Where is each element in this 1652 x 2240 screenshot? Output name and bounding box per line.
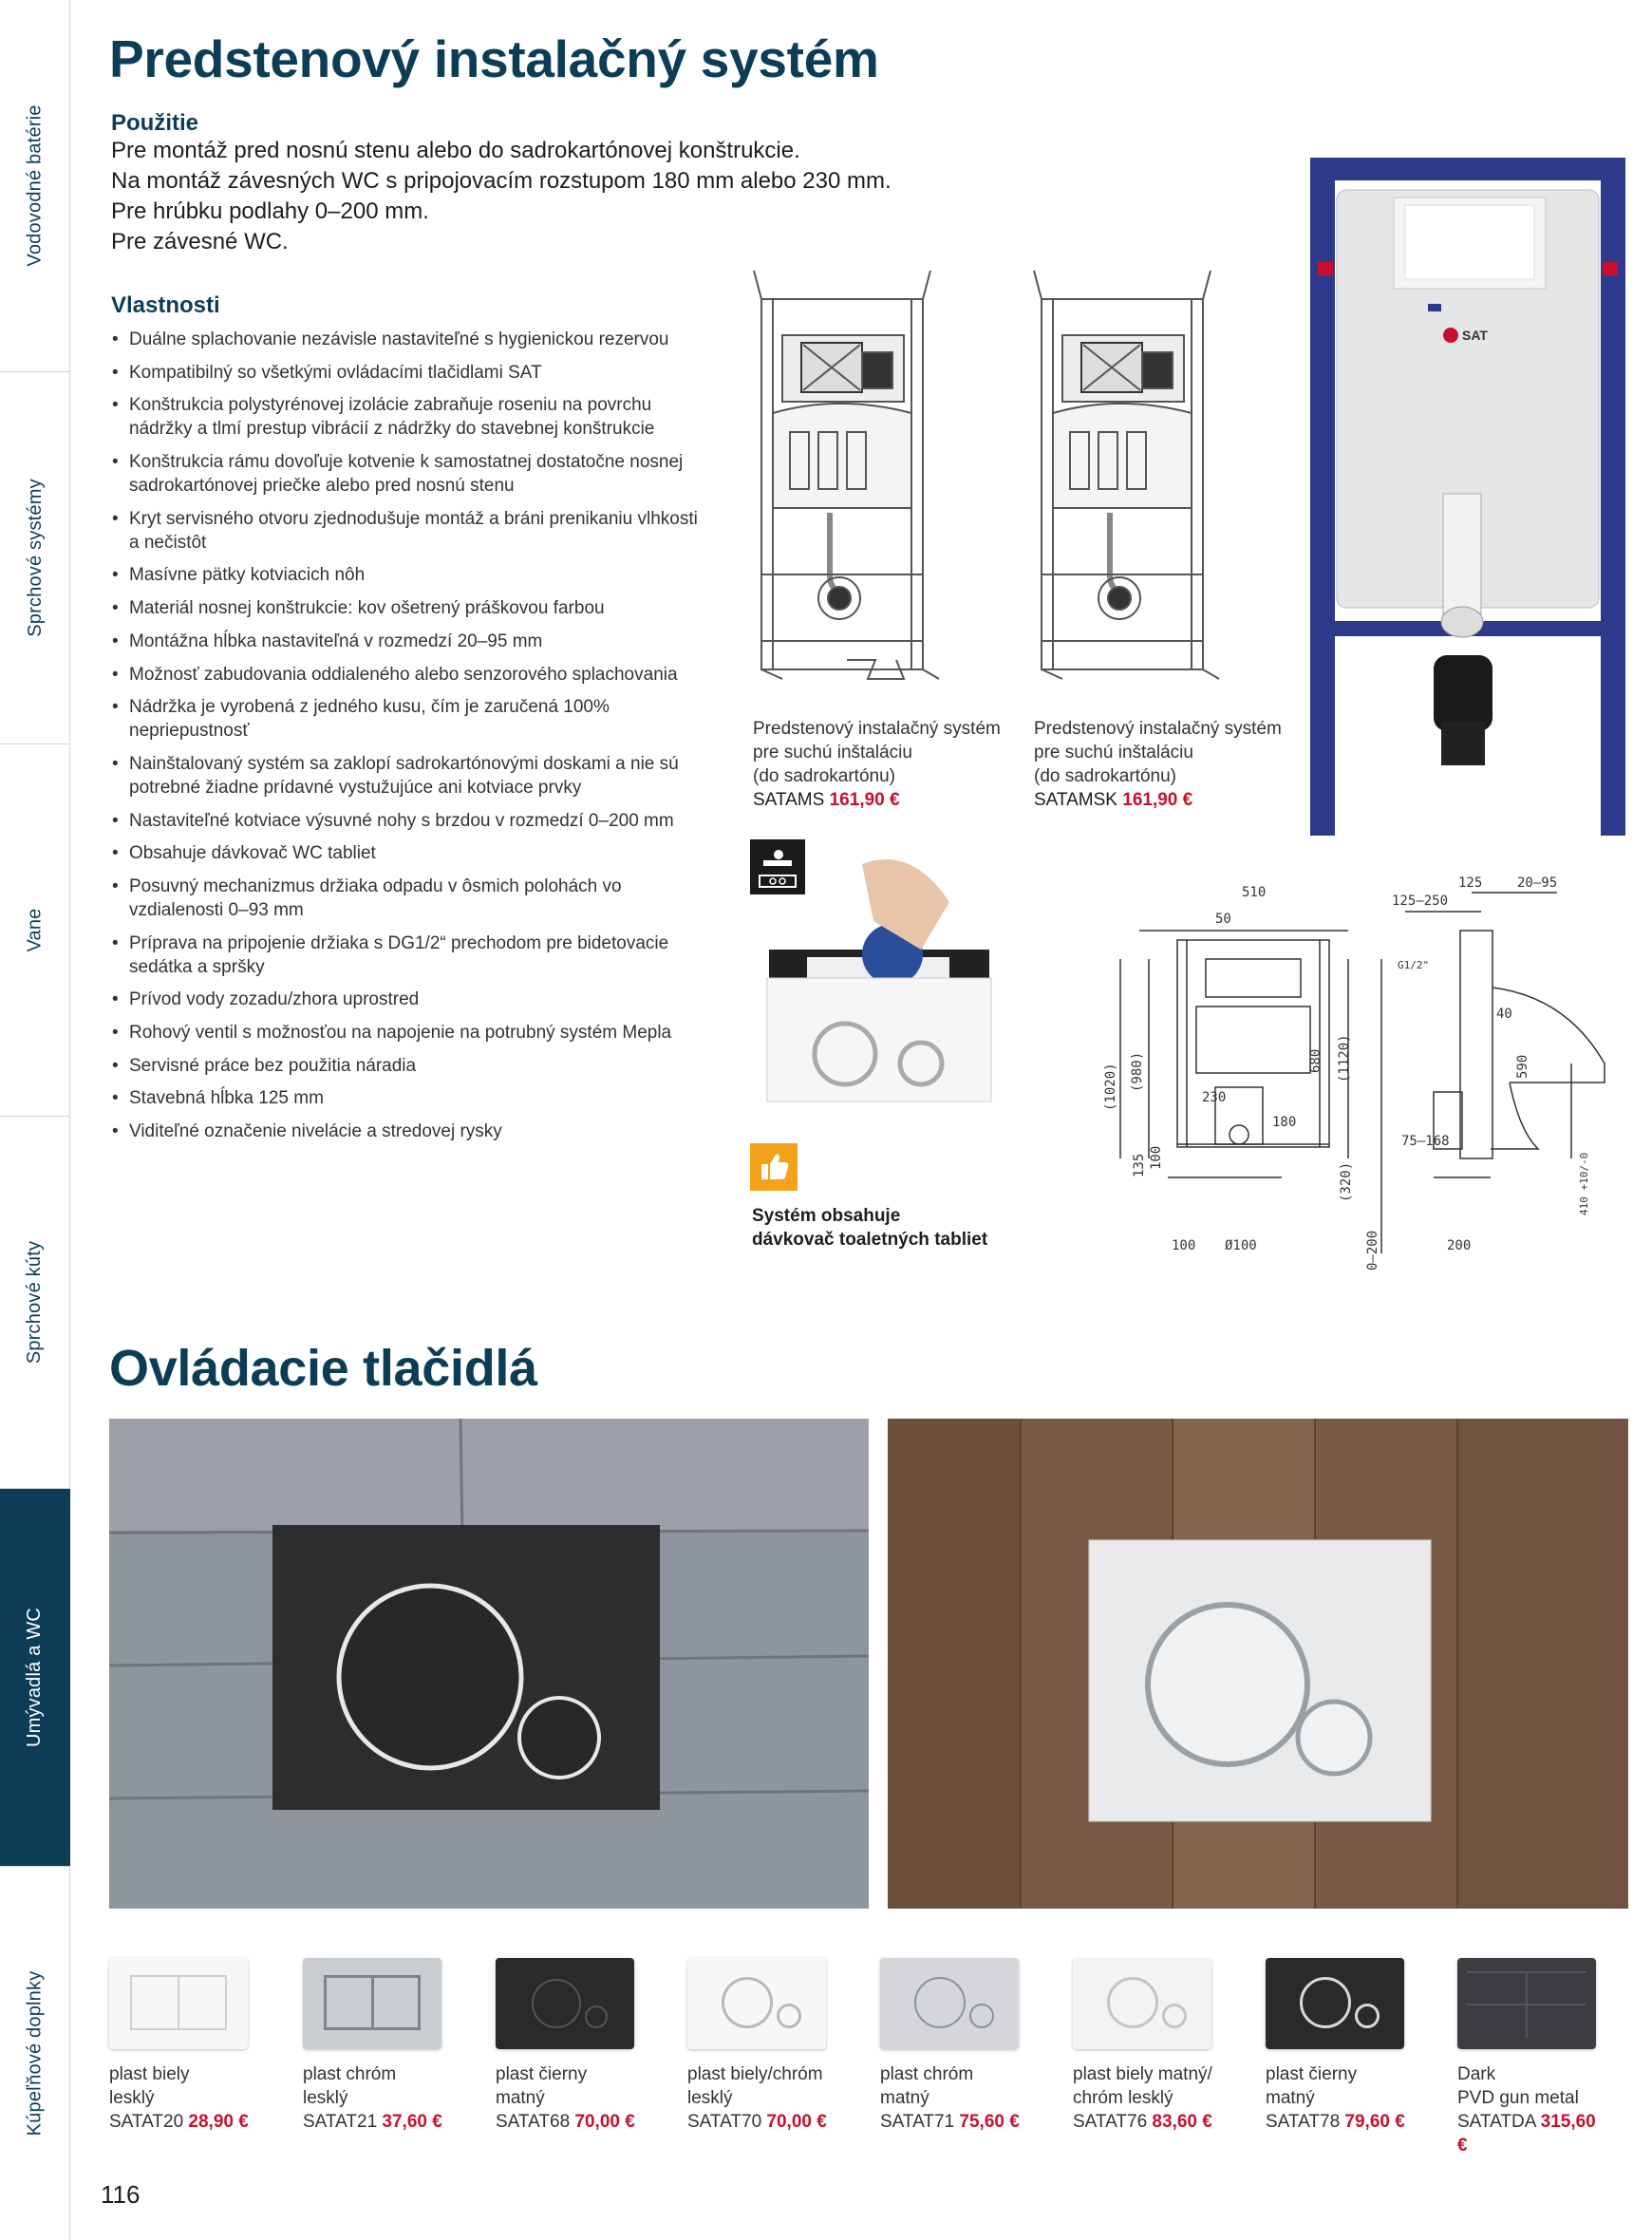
product-label: plast chróm lesklý SATAT21 37,60 €: [303, 2064, 442, 2132]
feature-item: • Možnosť zabudovania oddialeného alebo senzorového splachovania: [111, 663, 700, 687]
dim-410: 410 +10/-0: [1578, 1152, 1590, 1215]
feature-item: • Rohový ventil s možnosťou na napojenie na potrubný systém Mepla: [111, 1021, 700, 1045]
flush-plate-thumbnail: [1457, 1958, 1596, 2049]
product-code: SATAT21: [303, 2112, 378, 2132]
usage-line: Pre montáž pred nosnú stenu alebo do sadrokartónovej konštrukcie.: [111, 138, 800, 163]
product-code: SATAT78: [1266, 2112, 1341, 2132]
dim-680: 680: [1308, 1048, 1323, 1073]
sidebar-item-umyvadla-a-wc[interactable]: [0, 1489, 70, 1867]
product-price: 70,00 €: [766, 2112, 827, 2132]
photo-chrome-flush-plate: [888, 1419, 1628, 1909]
technical-drawing: [1092, 874, 1624, 1272]
sidebar-item-kupelnove-doplnky[interactable]: [0, 1867, 70, 2240]
product-code: SATAT70: [687, 2112, 762, 2132]
dim-0-200: 0–200: [1365, 1230, 1380, 1271]
product-card[interactable]: [109, 1958, 252, 2134]
dim-200: 200: [1447, 1238, 1472, 1253]
sidebar-item-vane[interactable]: [0, 744, 70, 1117]
product-code: SATAMSK: [1034, 790, 1117, 810]
product-price: 315,60 €: [1457, 2112, 1596, 2155]
flush-plate-thumbnail: [109, 1958, 248, 2049]
product-label: plast biely matný/ chróm lesklý SATAT76 83,60 €: [1073, 2064, 1212, 2132]
flush-plate-thumbnail: [880, 1958, 1019, 2049]
flush-plate-thumbnail: [496, 1958, 634, 2049]
photo-black-flush-plate: [109, 1419, 869, 1909]
dim-o100: Ø100: [1225, 1238, 1257, 1253]
frame-photo-blue: [1310, 152, 1625, 840]
dim-100b: 100: [1172, 1238, 1196, 1253]
product-code: SATAMS: [753, 790, 825, 810]
feature-item: • Prívod vody zozadu/zhora uprostred: [111, 988, 700, 1011]
sidebar-item-sprchove-kuty[interactable]: [0, 1117, 70, 1489]
product-card[interactable]: [303, 1958, 445, 2134]
sidebar-item-label: Vane: [24, 908, 46, 952]
product-code: SATAT20: [109, 2112, 184, 2132]
feature-item: • Nainštalovaný systém sa zaklopí sadrokartónovými doskami a nie sú potrebné žiadne prídavné vystužujúce ani kotviace prvky: [111, 752, 700, 800]
frame-caption-satams: Predstenový instalačný systém pre suchú inštaláciu (do sadrokartónu) SATAMS 161,90 €: [753, 719, 1001, 810]
feature-item: • Masívne pätky kotviacich nôh: [111, 563, 700, 587]
features-heading: Vlastnosti: [111, 292, 220, 318]
section-title-buttons: Ovládacie tlačidlá: [109, 1340, 537, 1397]
flush-plate-thumbnail: [303, 1958, 441, 2049]
tablet-dispenser-photo: [760, 836, 997, 1111]
dim-125: 125: [1458, 875, 1483, 891]
tablet-note: Systém obsahuje dávkovač toaletných tabliet: [752, 1206, 988, 1250]
product-card[interactable]: [1457, 1958, 1600, 2157]
thumbs-up-icon: [750, 1143, 798, 1191]
feature-item: • Nádržka je vyrobená z jedného kusu, čím je zaručená 100% nepriepustnosť: [111, 695, 700, 743]
dim-1020: (1020): [1103, 1063, 1118, 1111]
frame-drawing-satamsk: [1024, 261, 1233, 687]
dim-590: 590: [1515, 1054, 1530, 1079]
feature-item: • Stavebná hĺbka 125 mm: [111, 1086, 700, 1110]
feature-item: • Viditeľné označenie nivelácie a stredovej rysky: [111, 1120, 700, 1143]
product-price: 37,60 €: [382, 2112, 442, 2132]
product-price: 28,90 €: [188, 2112, 249, 2132]
dim-40: 40: [1496, 1007, 1512, 1022]
frame-drawing-satams: [744, 261, 953, 687]
product-price: 83,60 €: [1152, 2112, 1212, 2132]
features-list: [111, 328, 700, 1153]
product-price: 75,60 €: [959, 2112, 1020, 2132]
product-label: plast čierny matný SATAT78 79,60 €: [1266, 2064, 1405, 2132]
dim-g12: G1/2": [1398, 959, 1430, 971]
sidebar-item-sprchove-systemy[interactable]: [0, 372, 70, 744]
product-card[interactable]: [1266, 1958, 1408, 2134]
feature-item: • Servisné práce bez použitia náradia: [111, 1054, 700, 1078]
product-label: plast biely lesklý SATAT20 28,90 €: [109, 2064, 249, 2132]
dim-980: (980): [1130, 1051, 1145, 1092]
product-label: plast chróm matný SATAT71 75,60 €: [880, 2064, 1020, 2132]
product-price: 161,90 €: [829, 790, 900, 810]
feature-item: • Duálne splachovanie nezávisle nastaviteľné s hygienickou rezervou: [111, 328, 700, 351]
dim-20-95: 20–95: [1517, 875, 1558, 891]
dim-100: 100: [1149, 1145, 1164, 1170]
feature-item: • Príprava na pripojenie držiaka s DG1/2“ prechodom pre bidetovacie sedátka a spršky: [111, 932, 700, 979]
feature-item: • Posuvný mechanizmus držiaka odpadu v ôsmich polohách vo vzdialenosti 0–93 mm: [111, 875, 700, 922]
category-sidebar: [0, 0, 70, 2240]
product-card[interactable]: [880, 1958, 1023, 2134]
page-number: 116: [101, 2180, 141, 2209]
dim-50: 50: [1215, 912, 1231, 927]
sidebar-item-label: Sprchové kúty: [24, 1240, 46, 1365]
product-price: 70,00 €: [574, 2112, 635, 2132]
dim-180: 180: [1272, 1115, 1297, 1130]
dim-125-250: 125–250: [1392, 894, 1449, 909]
feature-item: • Materiál nosnej konštrukcie: kov ošetrený práškovou farbou: [111, 596, 700, 620]
product-code: SATAT71: [880, 2112, 955, 2132]
dim-230: 230: [1202, 1090, 1227, 1105]
usage-line: Na montáž závesných WC s pripojovacím rozstupom 180 mm alebo 230 mm.: [111, 168, 892, 194]
usage-heading: Použitie: [111, 110, 199, 136]
dim-1120: (1120): [1337, 1034, 1352, 1082]
feature-item: • Montážna hĺbka nastaviteľná v rozmedzí 20–95 mm: [111, 630, 700, 653]
feature-item: • Konštrukcia polystyrénovej izolácie zabraňuje roseniu na povrchu nádržky a tlmí prestup vibrácií z nádržky do stavebnej konštrukcie: [111, 393, 700, 441]
sidebar-item-label: Sprchové systémy: [24, 479, 46, 637]
feature-item: • Nastaviteľné kotviace výsuvné nohy s brzdou v rozmedzí 0–200 mm: [111, 809, 700, 833]
usage-line: Pre závesné WC.: [111, 229, 289, 254]
product-code: SATAT68: [496, 2112, 571, 2132]
sidebar-item-label: Kúpeľňové doplnky: [24, 1970, 46, 2136]
sidebar-item-label: Vodovodné batérie: [24, 104, 46, 267]
product-price: 161,90 €: [1122, 790, 1193, 810]
product-label: Dark PVD gun metal SATATDA 315,60 €: [1457, 2064, 1596, 2155]
dim-320: (320): [1339, 1161, 1354, 1202]
usage-line: Pre hrúbku podlahy 0–200 mm.: [111, 198, 429, 224]
feature-item: • Konštrukcia rámu dovoľuje kotvenie k samostatnej dostatočne nosnej sadrokartónovej priečke alebo pred nosnú stenu: [111, 450, 700, 498]
frame-caption-satamsk: Predstenový instalačný systém pre suchú inštaláciu (do sadrokartónu) SATAMSK 161,90 €: [1034, 719, 1282, 810]
feature-item: • Obsahuje dávkovač WC tabliet: [111, 841, 700, 865]
page-title: Predstenový instalačný systém: [109, 29, 879, 88]
flush-plate-thumbnail: [1073, 1958, 1211, 2049]
dim-75-168: 75–168: [1401, 1134, 1450, 1149]
svg-text:SAT: SAT: [1462, 328, 1488, 343]
product-label: plast biely/chróm lesklý SATAT70 70,00 €: [687, 2064, 827, 2132]
feature-item: • Kompatibilný so všetkými ovládacími tlačidlami SAT: [111, 361, 700, 385]
product-card[interactable]: [1073, 1958, 1215, 2134]
product-code: SATAT76: [1073, 2112, 1148, 2132]
product-card[interactable]: [496, 1958, 638, 2134]
product-label: plast čierny matný SATAT68 70,00 €: [496, 2064, 635, 2132]
flush-plate-thumbnail: [1266, 1958, 1404, 2049]
feature-item: • Kryt servisného otvoru zjednodušuje montáž a bráni prenikaniu vlhkosti a nečistôt: [111, 507, 700, 555]
sidebar-item-label: Umývadlá a WC: [24, 1607, 46, 1748]
dim-510: 510: [1242, 885, 1267, 900]
sidebar-item-vodovodne-baterie[interactable]: [0, 0, 70, 372]
product-card[interactable]: [687, 1958, 830, 2134]
dim-135: 135: [1132, 1153, 1147, 1177]
product-code: SATATDA: [1457, 2112, 1536, 2132]
flush-plate-thumbnail: [687, 1958, 826, 2049]
product-price: 79,60 €: [1344, 2112, 1405, 2132]
